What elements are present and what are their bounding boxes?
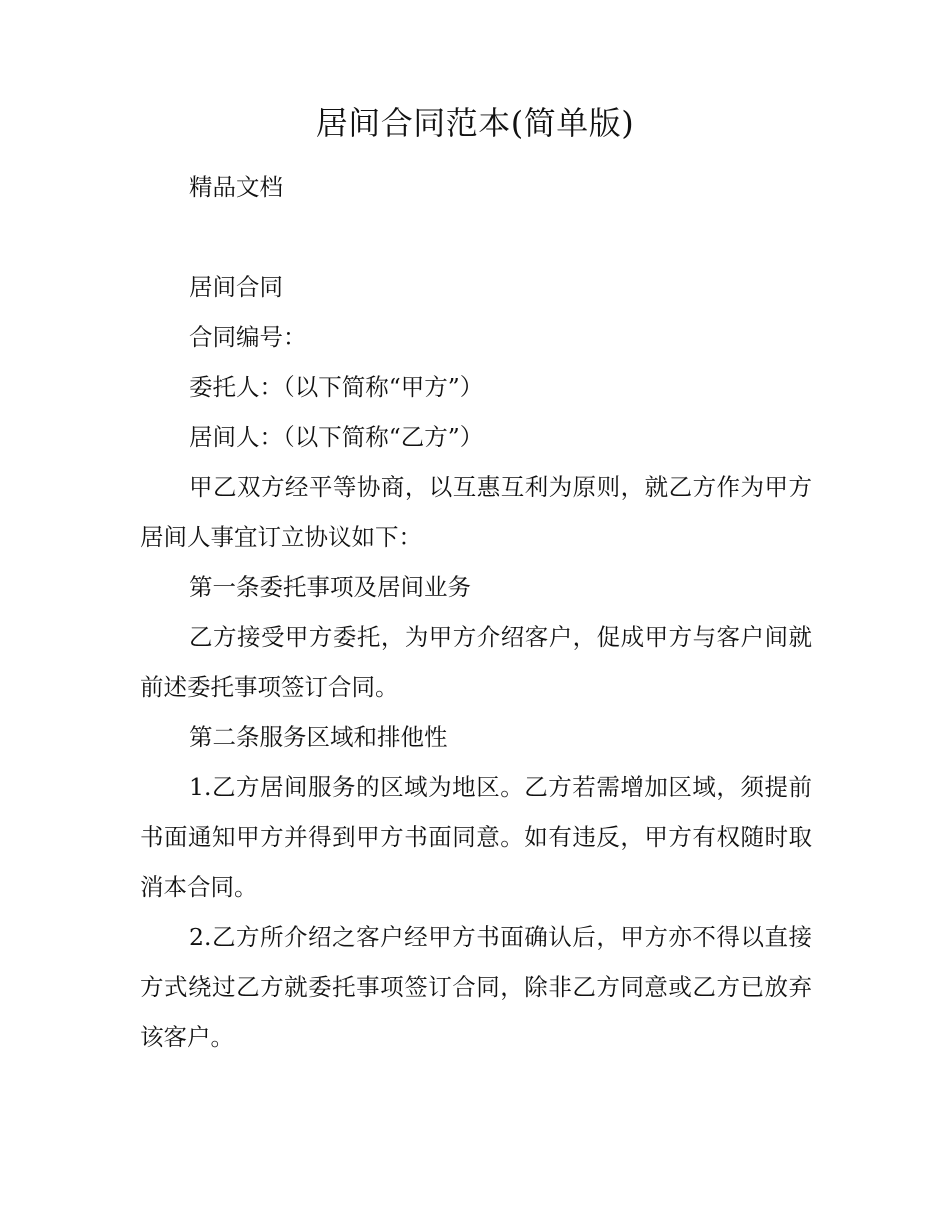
blank-line [140, 212, 812, 262]
contract-number: 合同编号： [189, 323, 307, 351]
article-1-text: 乙方接受甲方委托，为甲方介绍客户，促成甲方与客户间就前述委托事项签订合同。 [140, 623, 812, 701]
document-title: 居间合同范本(简单版) [315, 104, 635, 142]
article-1-title: 第一条委托事项及居间业务 [189, 573, 471, 601]
intermediary-line: 居间人：（以下简称“乙方”） [189, 423, 484, 451]
document-subtitle: 精品文档 [189, 173, 283, 201]
document-body [140, 162, 812, 1062]
article-2-title: 第二条服务区域和排他性 [189, 723, 448, 751]
article-2-item-1: 1.乙方居间服务的区域为地区。乙方若需增加区域，须提前书面通知甲方并得到甲方书面同意。如有违反，甲方有权随时取消本合同。 [140, 773, 812, 901]
client-line: 委托人：（以下简称“甲方”） [189, 373, 484, 401]
article-2-item-2: 2.乙方所介绍之客户经甲方书面确认后，甲方亦不得以直接方式绕过乙方就委托事项签订合同，除非乙方同意或乙方已放弃该客户。 [140, 923, 812, 1051]
contract-heading: 居间合同 [189, 273, 283, 301]
intro-paragraph: 甲乙双方经平等协商，以互惠互利为原则，就乙方作为甲方居间人事宜订立协议如下： [140, 473, 812, 551]
